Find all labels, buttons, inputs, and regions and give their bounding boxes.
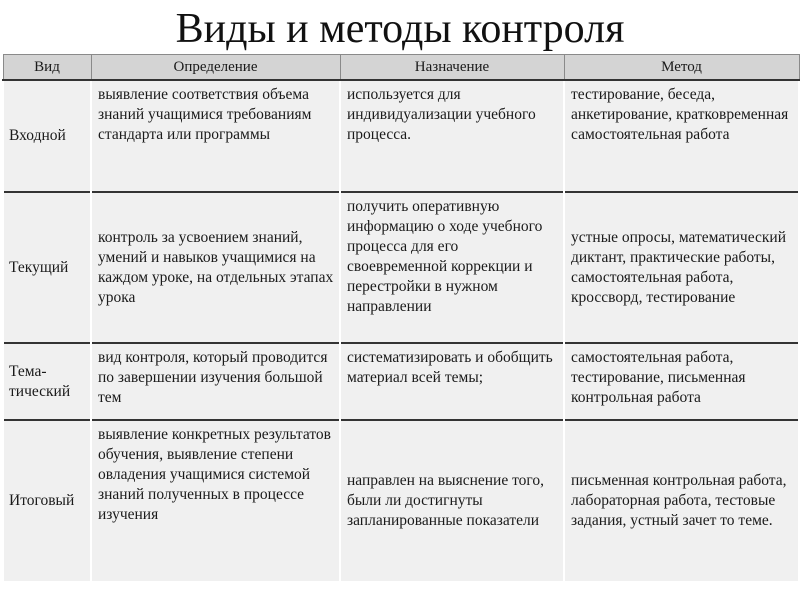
- cell-kind: Текущий: [3, 192, 91, 343]
- cell-method: тестирование, беседа, анкетирование, кратковременная самостоятельная работа: [564, 80, 799, 192]
- cell-method: самостоятельная работа, тестирование, письменная контрольная работа: [564, 343, 799, 420]
- cell-kind: Итоговый: [3, 420, 91, 581]
- cell-definition: выявление конкретных результатов обучения, выявление степени овладения учащимися системой знаний полученных в процессе изучения: [91, 420, 340, 581]
- header-definition: Определение: [91, 55, 340, 81]
- cell-purpose: получить оперативную информацию о ходе учебного процесса для его своевременной коррекции и перестройки в нужном направлении: [340, 192, 564, 343]
- header-kind: Вид: [3, 55, 91, 81]
- cell-purpose: используется для индивидуализации учебного процесса.: [340, 80, 564, 192]
- cell-definition: контроль за усвоением знаний, умений и навыков учащимися на каждом уроке, на отдельных этапах урока: [91, 192, 340, 343]
- header-purpose: Назначение: [340, 55, 564, 81]
- table-row: [3, 192, 799, 343]
- header-method: Метод: [564, 55, 799, 81]
- cell-kind: Входной: [3, 80, 91, 192]
- table-row: [3, 343, 799, 420]
- table-row: [3, 420, 799, 581]
- cell-method: письменная контрольная работа, лабораторная работа, тестовые задания, устный зачет то теме.: [564, 420, 799, 581]
- cell-purpose: систематизировать и обобщить материал всей темы;: [340, 343, 564, 420]
- cell-kind: Тема-тический: [3, 343, 91, 420]
- cell-purpose: направлен на выяснение того, были ли достигнуты запланированные показатели: [340, 420, 564, 581]
- cell-definition: выявление соответствия объема знаний учащимися требованиям стандарта или программы: [91, 80, 340, 192]
- page-title: Виды и методы контроля: [175, 6, 625, 52]
- table-row: [3, 80, 799, 192]
- table-header-row: [3, 55, 799, 81]
- cell-definition: вид контроля, который проводится по завершении изучения большой тем: [91, 343, 340, 420]
- cell-method: устные опросы, математический диктант, практические работы, самостоятельная работа, кроссворд, тестирование: [564, 192, 799, 343]
- control-types-table: [2, 54, 800, 581]
